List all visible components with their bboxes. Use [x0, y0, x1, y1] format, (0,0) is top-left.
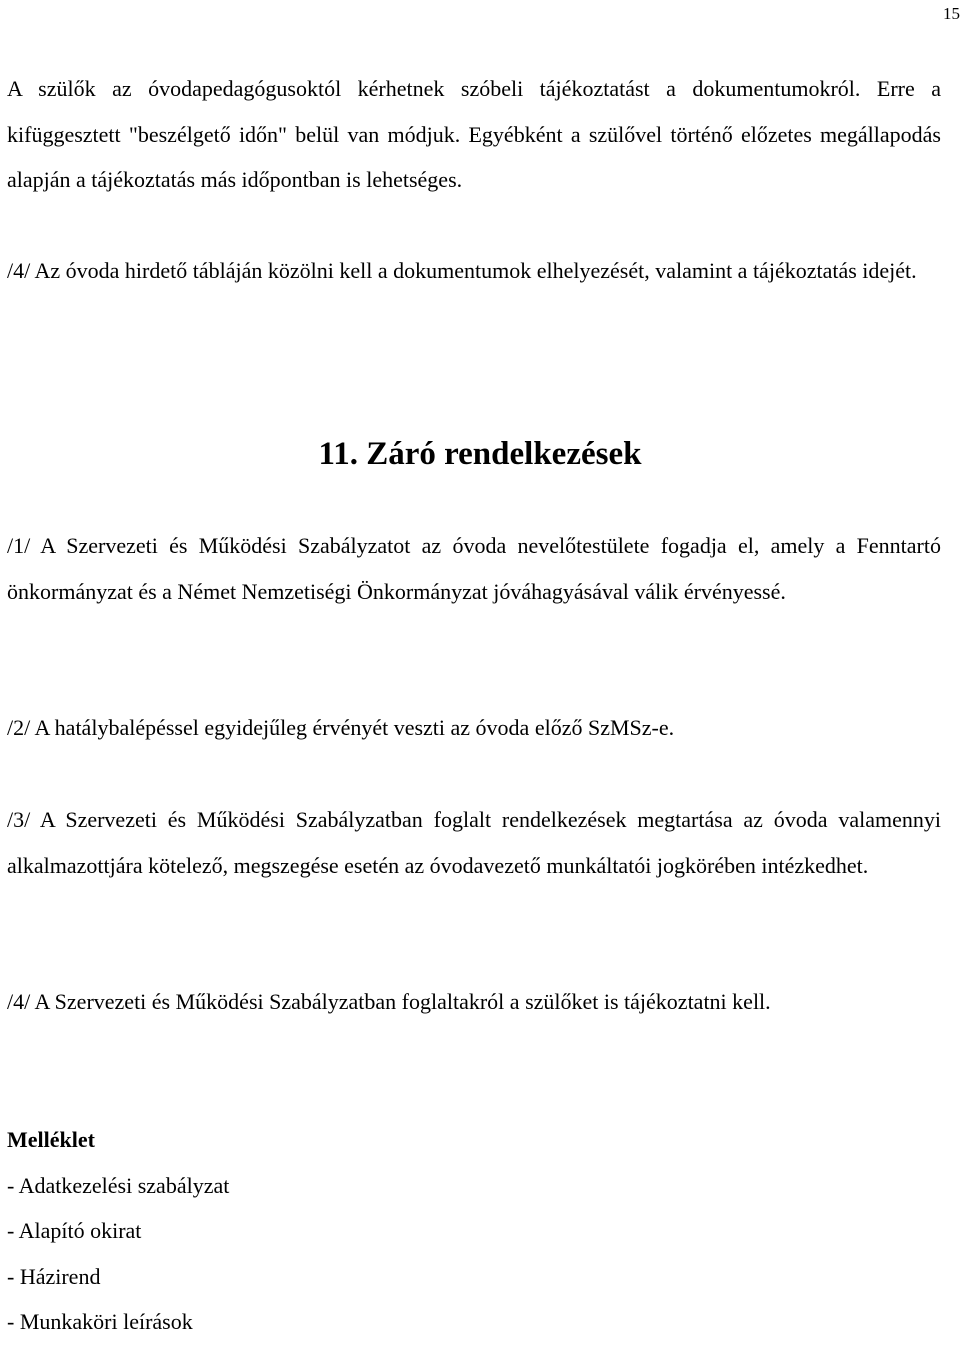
closing-point-4: /4/ A Szervezeti és Működési Szabályzatban foglaltakról a szülőket is tájékoztatni kell. — [7, 989, 771, 1014]
notice-paragraph-4: /4/ Az óvoda hirdető tábláján közölni kell a dokumentumok elhelyezését, valamint a tájékoztatás idejét. — [7, 258, 917, 283]
closing-point-1: /1/ A Szervezeti és Működési Szabályzatot az óvoda nevelőtestülete fogadja el, amely a Fenntartó önkormányzat és a Német Nemzetiségi Önkormányzat jóváhagyásával válik érvényessé. — [7, 533, 941, 604]
section-title: Záró rendelkezések — [366, 436, 642, 472]
annex-title: Melléklet — [7, 1127, 95, 1152]
section-heading — [0, 432, 960, 477]
closing-point-3: /3/ A Szervezeti és Működési Szabályzatban foglalt rendelkezések megtartása az óvoda valamennyi alkalmazottjára kötelező, megszegése esetén az óvodavezető munkáltatói jogkörében intézkedhet. — [7, 807, 941, 878]
annex-item: - Házirend — [7, 1263, 101, 1289]
annex-section — [7, 1117, 229, 1345]
annex-item: - Adatkezelési szabályzat — [7, 1172, 230, 1198]
annex-item: - Munkaköri leírások — [7, 1309, 193, 1334]
page-number: 15 — [943, 4, 960, 23]
intro-paragraph: A szülők az óvodapedagógusoktól kérhetnek szóbeli tájékoztatást a dokumentumokról. Erre a kifüggesztett "beszélgető időn" belül van módjuk. Egyébként a szülővel történő előzetes megállapodás alapján a tájékoztatás más időpontban is lehetséges. — [7, 76, 941, 192]
closing-point-2: /2/ A hatálybalépéssel egyidejűleg érvényét veszti az óvoda előző SzMSz-e. — [7, 715, 675, 740]
annex-item: - Alapító okirat — [7, 1218, 142, 1243]
annex-list — [7, 1163, 229, 1345]
section-number: 11. — [318, 436, 358, 472]
